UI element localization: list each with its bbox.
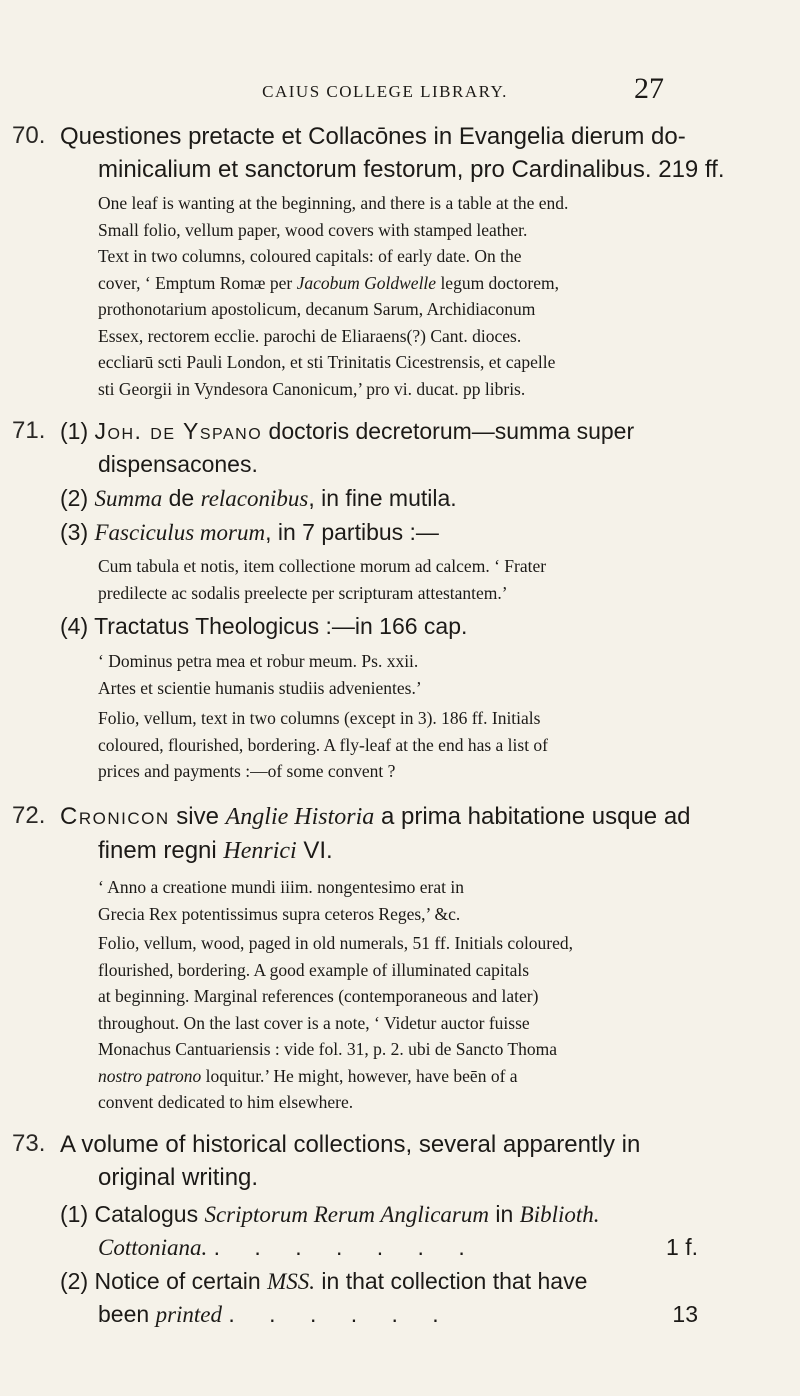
text-run: , in 7 partibus :— — [265, 519, 439, 545]
description-line: convent dedicated to him elsewhere. — [98, 1092, 354, 1112]
sub-item-3-description — [98, 553, 748, 606]
chronicle-title: Cronicon — [60, 803, 170, 830]
entry-description — [98, 705, 748, 785]
entry-quote — [98, 874, 748, 927]
text-run: dispensacones. — [98, 451, 258, 477]
folio-reference: 13 — [672, 1301, 698, 1327]
text-run: in — [488, 1201, 520, 1227]
leader-dots: . . . . . . — [228, 1301, 453, 1327]
italic-title: Scriptorum Rerum Anglicarum — [204, 1202, 489, 1227]
text-run: doctoris decretorum—summa super — [262, 418, 635, 444]
text-run: a prima habitatione usque ad — [374, 803, 691, 830]
text-run: loquitur.’ He might, however, have beēn of a — [201, 1065, 518, 1086]
text-run: finem regni — [98, 837, 224, 864]
italic-phrase: nostro patrono — [98, 1065, 202, 1086]
description-line: One leaf is wanting at the beginning, and there is a table at the end. — [98, 193, 569, 213]
description-line — [98, 1063, 748, 1090]
sub-item-4-quote — [98, 648, 748, 701]
title-line: original writing. — [98, 1164, 259, 1191]
description-line: prices and payments :—of some convent ? — [98, 761, 396, 781]
description-line: ‘ Dominus petra mea et robur meum. Ps. xxii. — [98, 651, 419, 671]
sub-item-1 — [60, 415, 750, 481]
description-line: eccliarū scti Pauli London, et sti Trinitatis Cicestrensis, et capelle — [98, 352, 556, 372]
text-run: Tractatus Theologicus :—in 166 cap. — [94, 613, 468, 639]
description-line: Text in two columns, coloured capitals: of early date. On the — [98, 246, 522, 266]
description-line: Folio, vellum, wood, paged in old numerals, 51 ff. Initials coloured, — [98, 933, 574, 953]
description-line: at beginning. Marginal references (contemporaneous and later) — [98, 986, 539, 1006]
italic-name: Henrici — [223, 838, 297, 864]
entry-number: 72. — [12, 802, 46, 829]
sub-item-4 — [60, 610, 750, 643]
text-run: been — [98, 1301, 156, 1327]
sub-item-3 — [60, 516, 750, 549]
sub-item-2 — [60, 482, 750, 515]
entry-title — [60, 120, 740, 186]
description-line: throughout. On the last cover is a note, ‘ Videtur auctor fuisse — [98, 1012, 530, 1033]
description-line: Grecia Rex potentissimus supra ceteros Reges,’ &c. — [98, 903, 461, 924]
text-run: in that collection that have — [315, 1268, 588, 1294]
sub-item-1 — [60, 1198, 750, 1264]
item-label: (1) — [60, 418, 95, 444]
entry-title — [60, 1128, 740, 1194]
text-run: legum doctorem, — [436, 272, 560, 293]
entry-number: 70. — [12, 122, 46, 149]
italic-title: Fasciculus morum — [94, 520, 266, 545]
italic-word: printed — [155, 1302, 223, 1327]
description-line: Essex, rectorem ecclie. parochi de Eliaraens(?) Cant. dioces. — [98, 325, 522, 346]
entry-title — [60, 800, 740, 868]
italic-abbrev: MSS. — [267, 1269, 316, 1294]
italic-title: Cottoniana. — [98, 1235, 208, 1260]
text-run: cover, ‘ Emptum Romæ per — [98, 272, 297, 293]
description-line: Monachus Cantuariensis : vide fol. 31, p. 2. ubi de Sancto Thoma — [98, 1039, 557, 1059]
sub-item-2 — [60, 1265, 750, 1331]
leader-dots: . . . . . . . — [213, 1234, 479, 1260]
running-head-title: CAIUS COLLEGE LIBRARY. — [262, 82, 508, 101]
italic-title: Biblioth. — [519, 1202, 600, 1227]
entry-number: 71. — [12, 417, 46, 444]
text-run: de — [162, 485, 201, 511]
folio-reference: 1 f. — [666, 1234, 698, 1260]
description-line: Cum tabula et notis, item collectione morum ad calcem. ‘ Frater — [98, 556, 547, 576]
italic-title: Summa — [94, 486, 163, 511]
item-label: (2) — [60, 485, 95, 511]
item-label: (3) — [60, 519, 95, 545]
author-name: Joh. de Yspano — [94, 418, 263, 444]
italic-title: Anglie Historia — [225, 804, 375, 830]
description-line — [98, 270, 748, 297]
description-line: sti Georgii in Vyndesora Canonicum,’ pro vi. ducat. pp libris. — [98, 378, 526, 399]
description-line: Small folio, vellum paper, wood covers with stamped leather. — [98, 219, 528, 240]
title-line: Questiones pretacte et Collacōnes in Evangelia dierum do- — [60, 123, 686, 150]
italic-title: relaconibus — [200, 486, 309, 511]
running-head — [0, 72, 800, 110]
page-number: 27 — [634, 72, 664, 105]
item-label: (4) — [60, 613, 95, 639]
description-line: ‘ Anno a creatione mundi iiim. nongentesimo erat in — [98, 877, 464, 897]
entry-description — [98, 190, 748, 402]
description-line: predilecte ac sodalis preelecte per scripturam attestantem.’ — [98, 582, 508, 603]
item-label: (1) Catalogus — [60, 1201, 205, 1227]
description-line: flourished, bordering. A good example of illuminated capitals — [98, 959, 530, 980]
text-run: VI. — [296, 837, 333, 864]
description-line: coloured, flourished, bordering. A fly-leaf at the end has a list of — [98, 734, 549, 755]
italic-name: Jacobum Goldwelle — [296, 272, 437, 293]
entry-number: 73. — [12, 1130, 46, 1157]
description-line: Folio, vellum, text in two columns (except in 3). 186 ff. Initials — [98, 708, 541, 728]
title-line: A volume of historical collections, several apparently in — [60, 1131, 641, 1158]
title-line: minicalium et sanctorum festorum, pro Cardinalibus. 219 ff. — [98, 156, 725, 183]
item-label: (2) Notice of certain — [60, 1268, 268, 1294]
description-line: prothonotarium apostolicum, decanum Sarum, Archidiaconum — [98, 299, 536, 319]
text-run: sive — [169, 803, 226, 830]
text-run: , in fine mutila. — [308, 485, 457, 511]
entry-description — [98, 930, 748, 1116]
description-line: Artes et scientie humanis studiis advenientes.’ — [98, 677, 422, 698]
